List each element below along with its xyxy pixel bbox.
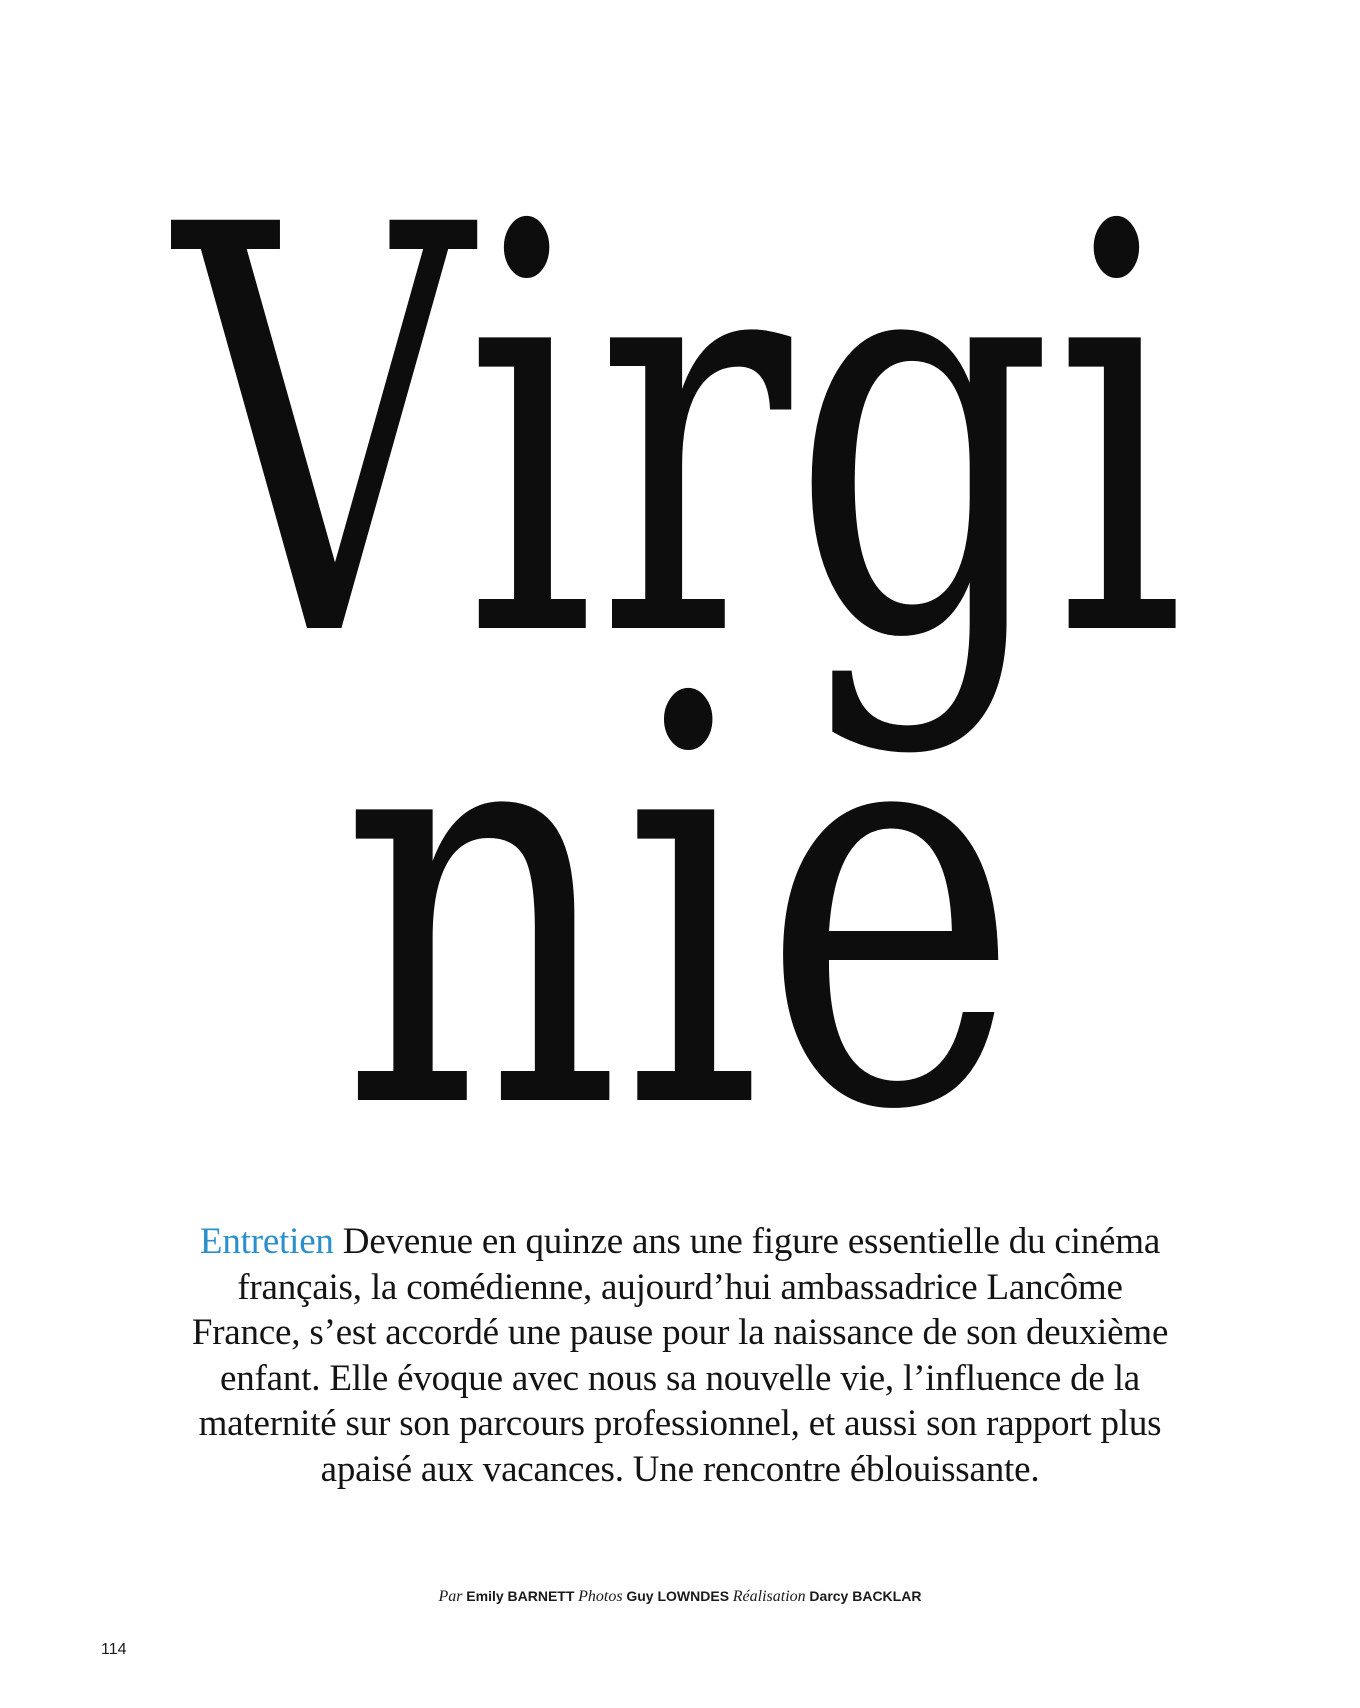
credit-photographer: Guy LOWNDES xyxy=(626,1588,730,1604)
intro-text: Devenue en quinze ans une figure essentielle du cinéma français, la comédienne, aujourd’hui ambassadrice Lancôme France, s’est accordé une pause pour la naissance de son deuxième enfant. Elle évoque avec nous sa nouvelle vie, l’influence de la maternité sur son parcours professionnel, et aussi son rapport plus apaisé aux vacances. Une rencontre éblouissante. xyxy=(191,1221,1169,1490)
headline-line-1: Virgi xyxy=(168,120,1185,761)
credit-stylist: Darcy BACKLAR xyxy=(809,1588,922,1604)
credit-photos-label: Photos xyxy=(578,1588,623,1605)
credits-line xyxy=(0,1588,1360,1606)
credit-author: Emily BARNETT xyxy=(466,1588,575,1604)
headline-line-2: nie xyxy=(340,581,1020,1130)
page-number: 114 xyxy=(101,1641,127,1658)
credit-by-label: Par xyxy=(438,1588,463,1605)
headline-art xyxy=(0,120,1360,1130)
credit-styling-label: Réalisation xyxy=(732,1588,806,1605)
headline xyxy=(0,120,1360,1130)
intro-paragraph xyxy=(190,1219,1170,1492)
intro-kicker: Entretien xyxy=(199,1221,334,1262)
